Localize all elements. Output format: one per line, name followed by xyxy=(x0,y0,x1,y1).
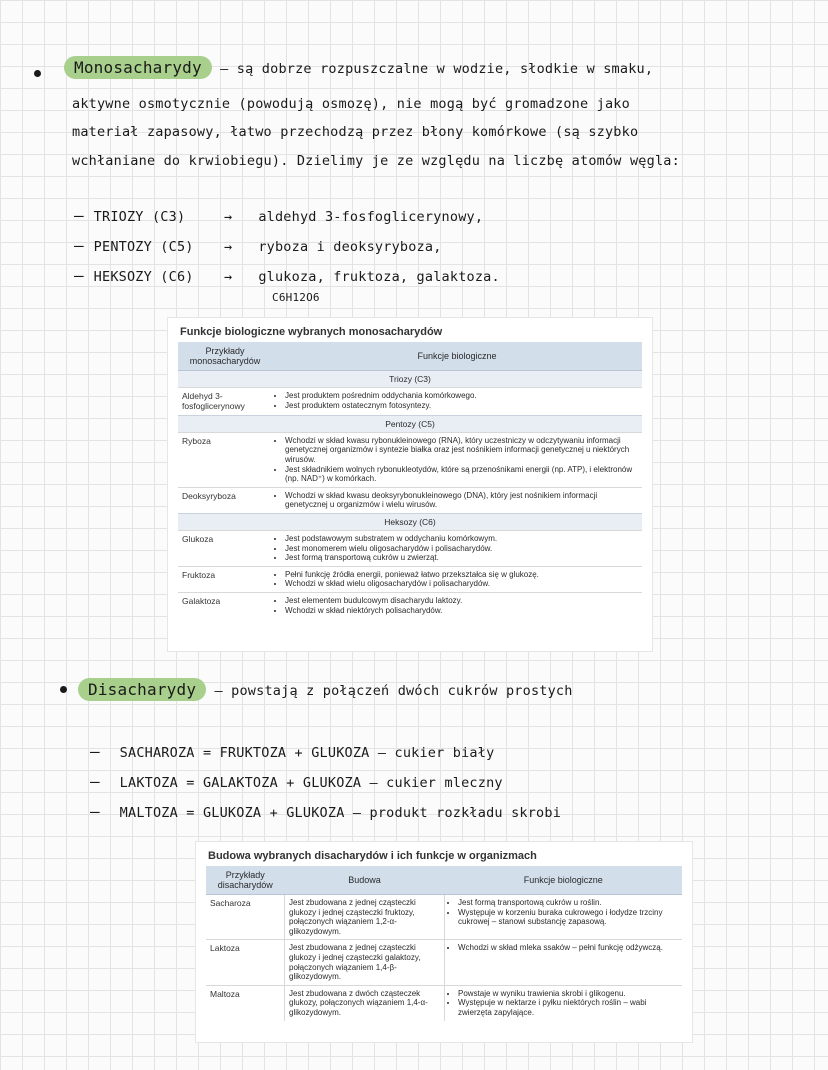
mono-line-2: aktywne osmotycznie (powodują osmozę), nie mogą być gromadzone jako xyxy=(72,96,630,112)
type-text: aldehyd 3-fosfoglicerynowy, xyxy=(258,209,484,225)
function-item: • Jest składnikiem wolnych rybonukleotydów, które są przenośnikami energii (np. ATP), i elektronów (np. NAD⁺) w komórkach. xyxy=(285,465,638,484)
row-name: Ryboza xyxy=(178,432,272,487)
row-name: Sacharoza xyxy=(206,895,285,940)
group-row xyxy=(178,415,642,432)
function-item: • Jest elementem budulcowym disacharydu laktozy. xyxy=(285,596,638,606)
row-functions xyxy=(272,388,642,415)
di-text: – powstają z połączeń dwóch cukrów prostych xyxy=(214,683,573,699)
table2-header xyxy=(206,866,682,895)
mono-line-4: wchłaniane do krwiobiegu). Dzielimy je ze względu na liczbę atomów węgla: xyxy=(72,153,680,169)
function-item: • Jest formą transportową cukrów u roślin. xyxy=(458,898,678,908)
table-row xyxy=(206,985,682,1020)
row-name: Galaktoza xyxy=(178,593,272,619)
table2 xyxy=(206,866,682,1021)
formula: C6H12O6 xyxy=(272,291,320,304)
group-pentozy: Pentozy (C5) xyxy=(178,415,642,432)
table2-col1: Przykłady disacharydów xyxy=(206,866,285,895)
row-functions xyxy=(272,487,642,513)
di-row-text: SACHAROZA = FRUKTOZA + GLUKOZA – cukier biały xyxy=(119,745,495,761)
table1-col2: Funkcje biologiczne xyxy=(272,342,642,371)
di-row-text: LAKTOZA = GALAKTOZA + GLUKOZA – cukier mleczny xyxy=(119,775,503,791)
table1 xyxy=(178,342,642,618)
row-functions xyxy=(445,985,683,1020)
table-row xyxy=(178,593,642,619)
dash: – xyxy=(74,236,94,255)
table-row xyxy=(206,940,682,985)
row-name: Glukoza xyxy=(178,531,272,567)
arrow-icon: → xyxy=(224,239,233,255)
row-functions xyxy=(272,593,642,619)
table1-title: Funkcje biologiczne wybranych monosacharydów xyxy=(180,326,443,338)
function-item: • Pełni funkcję źródła energii, ponieważ łatwo przekształca się w glukozę. xyxy=(285,570,638,580)
function-item: • Jest produktem pośrednim oddychania komórkowego. xyxy=(285,391,638,401)
function-item: • Wchodzi w skład niektórych polisacharydów. xyxy=(285,606,638,616)
di-row-sacharoza xyxy=(90,742,494,761)
row-name: Fruktoza xyxy=(178,566,272,592)
row-build: Jest zbudowana z jednej cząsteczki glukozy i jednej cząsteczki fruktozy, połączonych wiązaniem 1,2-α-glikozydowym. xyxy=(285,895,445,940)
function-item: • Jest produktem ostatecznym fotosyntezy. xyxy=(285,401,638,411)
di-row-maltoza xyxy=(90,802,561,821)
group-row xyxy=(178,371,642,388)
type-text: glukoza, fruktoza, galaktoza. xyxy=(258,269,500,285)
mono-heading: Monosacharydy xyxy=(64,56,212,79)
di-row-text: MALTOZA = GLUKOZA + GLUKOZA – produkt rozkładu skrobi xyxy=(119,805,562,821)
function-item: • Występuje w nektarze i pyłku niektórych roślin – wabi zwierzęta zapylające. xyxy=(458,998,678,1017)
arrow-icon: → xyxy=(224,269,233,285)
function-item: • Wchodzi w skład kwasu rybonukleinowego (RNA), który uczestniczy w odczytywaniu informacji genetycznej organizmów i syntezie białka oraz jest nośnikiem informacji genetycznej u niektórych wirusów. xyxy=(285,436,638,465)
function-item: • Powstaje w wyniku trawienia skrobi i glikogenu. xyxy=(458,989,678,999)
table-row xyxy=(178,566,642,592)
type-row-pentozy xyxy=(74,236,442,255)
bullet-mono xyxy=(34,70,41,77)
dash: – xyxy=(90,802,110,821)
row-name: Aldehyd 3-fosfoglicerynowy xyxy=(178,388,272,415)
table-monosaccharides xyxy=(168,318,652,651)
function-item: • Jest podstawowym substratem w oddychaniu komórkowym. xyxy=(285,534,638,544)
table-row xyxy=(178,531,642,567)
arrow-icon: → xyxy=(224,209,233,225)
dash: – xyxy=(90,772,110,791)
row-name: Maltoza xyxy=(206,985,285,1020)
table1-col1: Przykłady monosacharydów xyxy=(178,342,272,371)
table-disaccharides xyxy=(196,842,692,1042)
function-item: • Występuje w korzeniu buraka cukrowego i łodydze trzciny cukrowej – stanowi substancję zapasową. xyxy=(458,908,678,927)
di-row-laktoza xyxy=(90,772,503,791)
row-build: Jest zbudowana z jednej cząsteczki glukozy i jednej cząsteczki galaktozy, połączonych wiązaniem 1,4-β-glikozydowym. xyxy=(285,940,445,985)
table-row xyxy=(206,895,682,940)
row-functions xyxy=(272,531,642,567)
bullet-di xyxy=(60,686,67,693)
group-triozy: Triozy (C3) xyxy=(178,371,642,388)
di-line xyxy=(78,680,573,699)
table2-col3: Funkcje biologiczne xyxy=(445,866,683,895)
table-row xyxy=(178,388,642,415)
dash: – xyxy=(74,206,94,225)
row-functions xyxy=(272,566,642,592)
mono-line-3: materiał zapasowy, łatwo przechodzą przez błony komórkowe (są szybko xyxy=(72,124,639,140)
row-functions xyxy=(272,432,642,487)
type-row-triozy xyxy=(74,206,483,225)
type-label: TRIOZY (C3) xyxy=(93,209,186,225)
table2-title: Budowa wybranych disacharydów i ich funkcje w organizmach xyxy=(208,850,537,862)
table2-col2: Budowa xyxy=(285,866,445,895)
group-row xyxy=(178,513,642,530)
function-item: • Wchodzi w skład wielu oligosacharydów i polisacharydów. xyxy=(285,579,638,589)
type-row-heksozy xyxy=(74,266,500,285)
function-item: • Wchodzi w skład kwasu deoksyrybonukleinowego (DNA), który jest nośnikiem informacji genetycznej u organizmów i wielu wirusów. xyxy=(285,491,638,510)
table1-header xyxy=(178,342,642,371)
mono-text-1: – są dobrze rozpuszczalne w wodzie, słodkie w smaku, xyxy=(220,61,654,77)
mono-line-1 xyxy=(64,58,653,77)
row-build: Jest zbudowana z dwóch cząsteczek glukozy, połączonych wiązaniem 1,4-α-glikozydowym. xyxy=(285,985,445,1020)
function-item: • Wchodzi w skład mleka ssaków – pełni funkcję odżywczą. xyxy=(458,943,678,953)
type-label: HEKSOZY (C6) xyxy=(93,269,194,285)
dash: – xyxy=(90,742,110,761)
row-name: Deoksyryboza xyxy=(178,487,272,513)
function-item: • Jest monomerem wielu oligosacharydów i polisacharydów. xyxy=(285,544,638,554)
table-row xyxy=(178,487,642,513)
function-item: • Jest formą transportową cukrów u zwierząt. xyxy=(285,553,638,563)
row-functions xyxy=(445,940,683,985)
dash: – xyxy=(74,266,94,285)
table-row xyxy=(178,432,642,487)
group-heksozy: Heksozy (C6) xyxy=(178,513,642,530)
row-functions xyxy=(445,895,683,940)
row-name: Laktoza xyxy=(206,940,285,985)
type-text: ryboza i deoksyryboza, xyxy=(258,239,442,255)
type-label: PENTOZY (C5) xyxy=(93,239,194,255)
di-heading: Disacharydy xyxy=(78,678,206,701)
